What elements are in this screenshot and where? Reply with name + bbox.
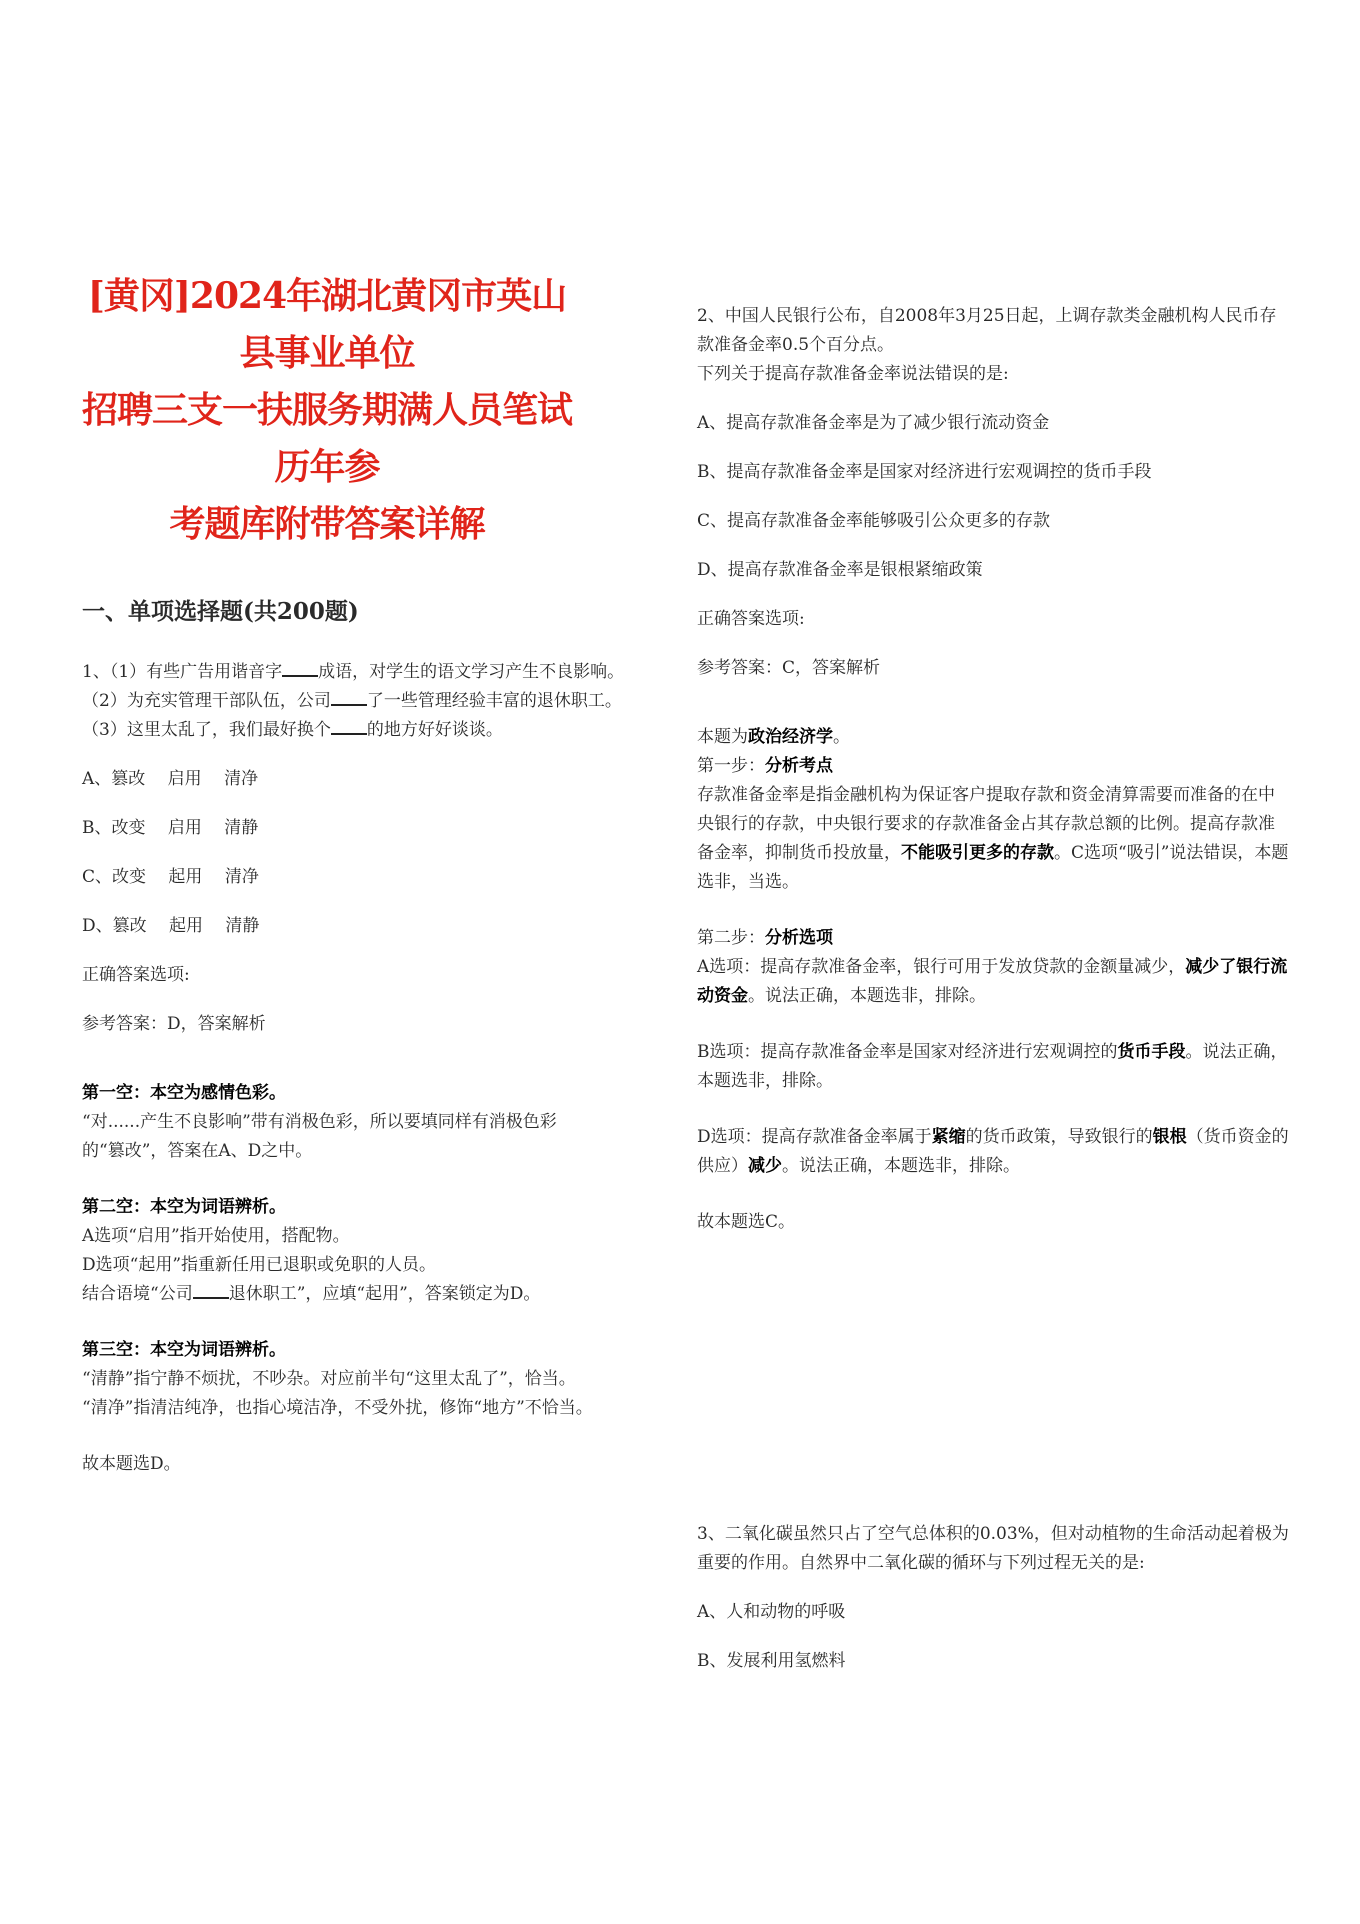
explanation-part2-title: 第二空：本空为词语辨析。 bbox=[82, 1197, 286, 1217]
explanation-part3-text: “清静”指宁静不烦扰，不吵杂。对应前半句“这里太乱了”，恰当。 “清净”指清洁纯净，也指心境洁净，不受外扰，修饰“地方”不恰当。 bbox=[82, 1369, 593, 1418]
answer-label: 正确答案选项: bbox=[697, 609, 805, 629]
option-a: A、人和动物的呼吸 bbox=[697, 1602, 846, 1622]
reference-answer: 参考答案：C，答案解析 bbox=[697, 658, 881, 678]
explanation-part3-title: 第三空：本空为词语辨析。 bbox=[82, 1340, 286, 1360]
q3-stem: 3、二氧化碳虽然只占了空气总体积的0.03%，但对动植物的生命活动起着极为重要的作用。自然界中二氧化碳的循环与下列过程无关的是: bbox=[697, 1524, 1289, 1573]
question-2 bbox=[697, 302, 1289, 1237]
step2-title: 第二步：分析选项 bbox=[697, 928, 833, 948]
right-column bbox=[697, 302, 1289, 1671]
fill-blank bbox=[331, 717, 367, 735]
option-b: B、提高存款准备金率是国家对经济进行宏观调控的货币手段 bbox=[697, 462, 1152, 482]
question-3 bbox=[697, 1520, 1289, 1676]
option-b: B、改变 启用 清静 bbox=[82, 818, 259, 838]
option-a: A、篡改 启用 清净 bbox=[82, 769, 259, 789]
option-d: D、篡改 起用 清静 bbox=[82, 916, 260, 936]
explanation-part2-text: A选项“启用”指开始使用，搭配物。 D选项“起用”指重新任用已退职或免职的人员。 结合语境“公司 退休职工”，应填“起用”，答案锁定为D。 bbox=[82, 1226, 541, 1304]
option-c: C、提高存款准备金率能够吸引公众更多的存款 bbox=[697, 511, 1051, 531]
q2-question: 下列关于提高存款准备金率说法错误的是: bbox=[697, 364, 1009, 384]
question-1 bbox=[82, 658, 625, 1479]
topic-line: 本题为政治经济学。 bbox=[697, 727, 850, 747]
option-a-analysis: A选项：提高存款准备金率，银行可用于发放贷款的金额量减少，减少了银行流动资金。说法正确，本题选非，排除。 bbox=[697, 957, 1288, 1006]
option-d: D、提高存款准备金率是银根紧缩政策 bbox=[697, 560, 983, 580]
step1-text: 存款准备金率是指金融机构为保证客户提取存款和资金清算需要而准备的在中央银行的存款，中央银行要求的存款准备金占其存款总额的比例。提高存款准备金率，抑制货币投放量，不能吸引更多的存款。C选项“吸引”说法错误，本题选非，当选。 bbox=[697, 785, 1289, 892]
explanation-part1-title: 第一空：本空为感情色彩。 bbox=[82, 1083, 286, 1103]
conclusion: 故本题选C。 bbox=[697, 1212, 796, 1232]
title-line: 招聘三支一扶服务期满人员笔试历年参 bbox=[82, 389, 573, 488]
explanation-part1-text: “对......产生不良影响”带有消极色彩，所以要填同样有消极色彩的“篡改”，答案在A、D之中。 bbox=[82, 1112, 557, 1161]
fill-blank bbox=[193, 1281, 229, 1299]
q1-stem: 1、（1）有些广告用谐音字 成语，对学生的语文学习产生不良影响。 （2）为充实管理干部队伍，公司 了一些管理经验丰富的退休职工。 （3）这里太乱了，我们最好换个 的地方好好谈谈。 bbox=[82, 658, 572, 745]
option-d-analysis: D选项：提高存款准备金率属于紧缩的货币政策，导致银行的银根（货币资金的供应）减少。说法正确，本题选非，排除。 bbox=[697, 1127, 1289, 1176]
title-line: [黄冈]2024年湖北黄冈市英山县事业单位 bbox=[87, 275, 567, 374]
option-a: A、提高存款准备金率是为了减少银行流动资金 bbox=[697, 413, 1050, 433]
option-b: B、发展利用氢燃料 bbox=[697, 1651, 846, 1671]
title-line: 考题库附带答案详解 bbox=[169, 503, 485, 545]
fill-blank bbox=[331, 688, 367, 706]
q2-stem: 2、中国人民银行公布，自2008年3月25日起，上调存款类金融机构人民币存款准备金率0.5个百分点。 bbox=[697, 306, 1277, 355]
answer-label: 正确答案选项: bbox=[82, 965, 190, 985]
section-heading: 一、单项选择题(共200题) bbox=[82, 598, 359, 625]
option-c: C、改变 起用 清净 bbox=[82, 867, 259, 887]
document-title bbox=[82, 268, 572, 553]
option-b-analysis: B选项：提高存款准备金率是国家对经济进行宏观调控的货币手段。说法正确，本题选非，排除。 bbox=[697, 1042, 1288, 1091]
step1-title: 第一步：分析考点 bbox=[697, 756, 833, 776]
left-column bbox=[82, 268, 625, 1474]
reference-answer: 参考答案：D，答案解析 bbox=[82, 1014, 266, 1034]
fill-blank bbox=[282, 659, 318, 677]
conclusion: 故本题选D。 bbox=[82, 1454, 181, 1474]
